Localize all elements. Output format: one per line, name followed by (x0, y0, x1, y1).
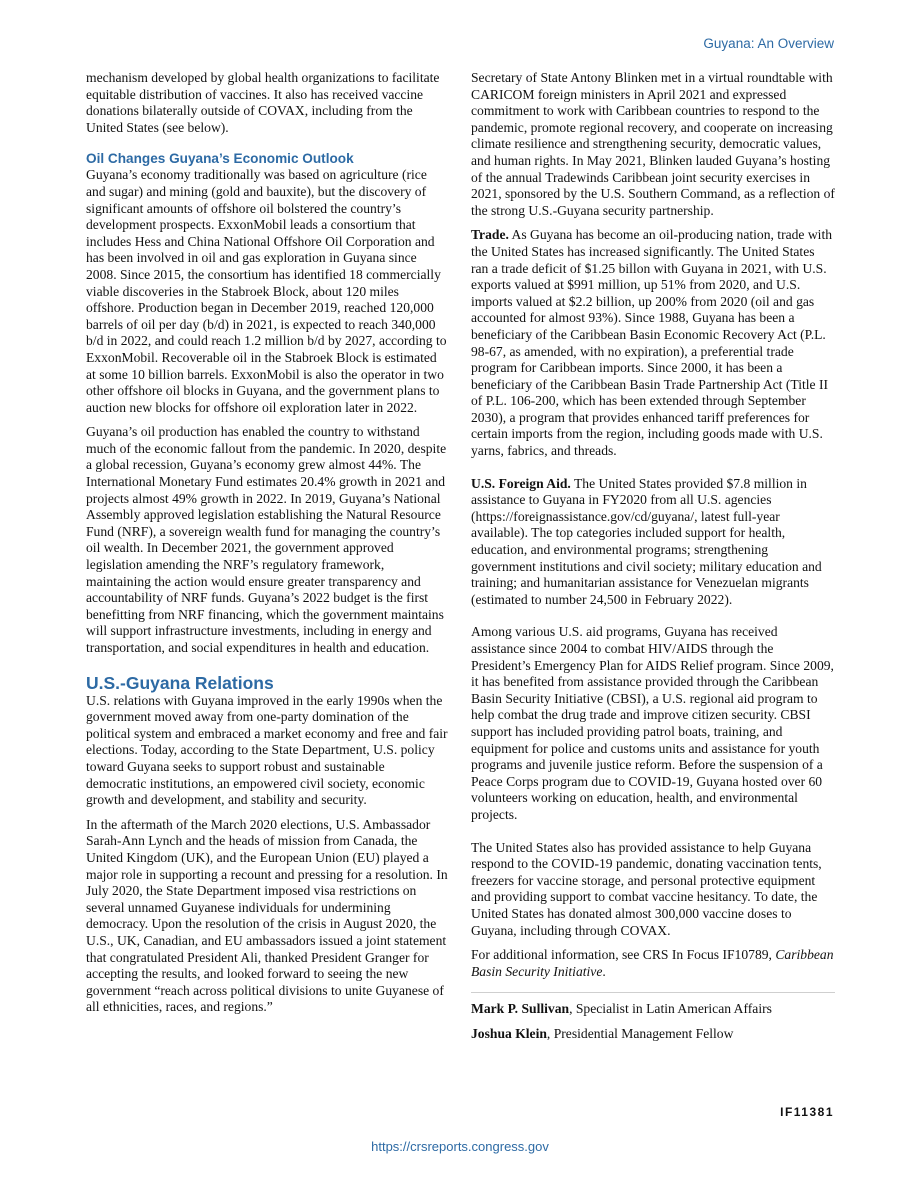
author-line (471, 1001, 835, 1018)
footer-url[interactable]: https://crsreports.congress.gov (371, 1139, 549, 1154)
right-column (471, 70, 835, 1050)
trade-label: Trade. (471, 227, 509, 243)
paragraph-hiv: Among various U.S. aid programs, Guyana has received assistance since 2004 to combat HIV/AIDS through the President’s Emergency Plan for AIDS Relief program. Since 2009, it has benefited from assistance provided through the Caribbean Basin Security Initiative (CBSI), a U.S. regional aid program to help combat the drug trade and improve citizen security. CBSI support has included providing patrol boats, training, and equipment for police and customs units and assistance for youth programs and juvenile justice reform. Before the suspension of a Peace Corps program due to COVID-19, Guyana hosted over 60 volunteers working on education, health, and environmental projects. (471, 624, 834, 822)
left-column (86, 70, 448, 1024)
trade-text: As Guyana has become an oil-producing nation, trade with the United States has increased significantly. The United States ran a trade deficit of $1.25 billon with Guyana in 2021, with U.S. exports valued at $991 million, up 51% from 2020, and U.S. imports valued at $2.2 billion, up 200% from 2020 (oil and gas accounted for almost 93%). Since 1988, Guyana has been a beneficiary of the Caribbean Basin Economic Recovery Act (P.L. 98-67, as amended, with no expiration), a preferential trade program for Caribbean imports. Since 2000, it has been a beneficiary of the Caribbean Basin Trade Partnership Act (Title II of P.L. 106-200, which has been extended through September 2030), a program that provides enhanced tariff preferences for certain imports from the region, including goods made with U.S. yarns, fabrics, and threads. (471, 227, 833, 459)
section-heading-oil: Oil Changes Guyana’s Economic Outlook (86, 151, 354, 167)
foreign-aid-text: The United States provided $7.8 million in assistance to Guyana in FY2020 from all U.S. agencies (https://foreignassistance.gov/cd/guyana/, latest full-year available). The top categories included support for health, education, and environmental programs; strengthening government institutions and civil society; military education and training; and humanitarian assistance for Venezuelan migrants (estimated to number 24,500 in February 2022). (471, 475, 822, 607)
foreign-aid-label: U.S. Foreign Aid. (471, 475, 571, 491)
divider (471, 992, 835, 993)
author-line (471, 1026, 835, 1043)
report-title-link: Caribbean Basin Security Initiative (471, 947, 834, 979)
author-name: Mark P. Sullivan (471, 1001, 570, 1017)
product-code: IF11381 (780, 1105, 834, 1119)
paragraph-intro: mechanism developed by global health organizations to facilitate equitable distribution of vaccines. It also has received vaccine donations bilaterally outside of COVAX, including from the United States (see below). (86, 70, 440, 135)
paragraph-covid: The United States also has provided assistance to help Guyana respond to the COVID-19 pandemic, donating vaccination tents, freezers for vaccine storage, and personal protective equipment and providing support to combat vaccine hesitancy. To date, the United States has donated almost 300,000 vaccine doses to Guyana, including through COVAX. (471, 839, 822, 938)
paragraph-blinken: Secretary of State Antony Blinken met in a virtual roundtable with CARICOM foreign ministers in April 2021 and expressed commitment to work with Caribbean countries to respond to the pandemic, promote regional recovery, and cooperate on increasing climate resilience and strengthening security, democratic values, and human rights. In May 2021, Blinken lauded Guyana’s hosting of the annual Tradewinds Caribbean joint security exercises in 2021, sponsored by the U.S. Southern Command, as a reflection of the strong U.S.-Guyana security partnership. (471, 70, 835, 218)
author-name: Joshua Klein (471, 1025, 547, 1041)
paragraph-relations-1: U.S. relations with Guyana improved in the early 1990s when the government moved away from one-party domination of the political system and embraced a market economy and free and fair elections. Today, according to the State Department, U.S. policy toward Guyana seeks to support robust and sustainable democratic institutions, an empowered civil society, economic growth and development, and stability and security. (86, 692, 448, 808)
paragraph-additional-info: For additional information, see CRS In Focus IF10789, Caribbean Basin Security Initiative. (471, 947, 834, 979)
paragraph-foreign-aid (471, 476, 835, 609)
paragraph-oil-1: Guyana’s economy traditionally was based on agriculture (rice and sugar) and mining (gold and bauxite), but the discovery of significant amounts of offshore oil bolstered the country’s development prospects. ExxonMobil leads a consortium that includes Hess and China National Offshore Oil Corporation and has been involved in oil and gas exploration in Guyana since 2008. Since 2015, the consortium has identified 18 commercially viable discoveries in the Stabroek Block, about 120 miles offshore. Production began in December 2019, reached 120,000 barrels of oil per day (b/d) in 2021, is expected to reach 340,000 b/d in 2022, and could reach 1.2 million b/d by 2027, according to ExxonMobil. Recoverable oil in the Stabroek Block is estimated at some 10 billion barrels. ExxonMobil is also the operator in two other offshore oil blocks in Guyana, and the government plans to auction new blocks for offshore oil exploration later in 2022. (86, 167, 447, 415)
author-role: , Presidential Management Fellow (546, 1025, 734, 1041)
author-role: , Specialist in Latin American Affairs (569, 1001, 772, 1017)
section-heading-relations: U.S.-Guyana Relations (86, 672, 274, 693)
paragraph-trade (471, 227, 835, 459)
paragraph-oil-2: Guyana’s oil production has enabled the country to withstand much of the economic fallout from the pandemic. In 2020, despite a global recession, Guyana’s economy grew almost 44%. The International Monetary Fund estimates 20.4% growth in 2021 and projects almost 49% growth in 2022. In 2019, Guyana’s National Assembly approved legislation establishing the Natural Resource Fund (NRF), a sovereign wealth fund for managing the country’s oil wealth. In December 2021, the government approved legislation amending the NRF’s regulatory framework, maintaining the action would ensure greater transparency and accountability of NRF funds. Guyana’s 2022 budget is the first benefitting from NRF financing, which the government maintains will support infrastructure investments, including in energy and transportation, and social expenditures in health and education. (86, 424, 447, 655)
paragraph-relations-2: In the aftermath of the March 2020 elections, U.S. Ambassador Sarah-Ann Lynch and the heads of mission from Canada, the United Kingdom (UK), and the European Union (EU) played a major role in supporting a recount and pressing for a resolution. In July 2020, the State Department imposed visa restrictions on several unnamed Guyanese individuals for undermining democracy. Upon the resolution of the crisis in August 2020, the U.S., UK, Canadian, and EU ambassadors issued a joint statement that congratulated President Ali, thanked President Granger for accepting the results, and looked forward to seeing the new government “reach across political divisions to unite Guyanese of all ethnicities, races, and regions.” (86, 816, 448, 1015)
running-header: Guyana: An Overview (703, 36, 834, 51)
